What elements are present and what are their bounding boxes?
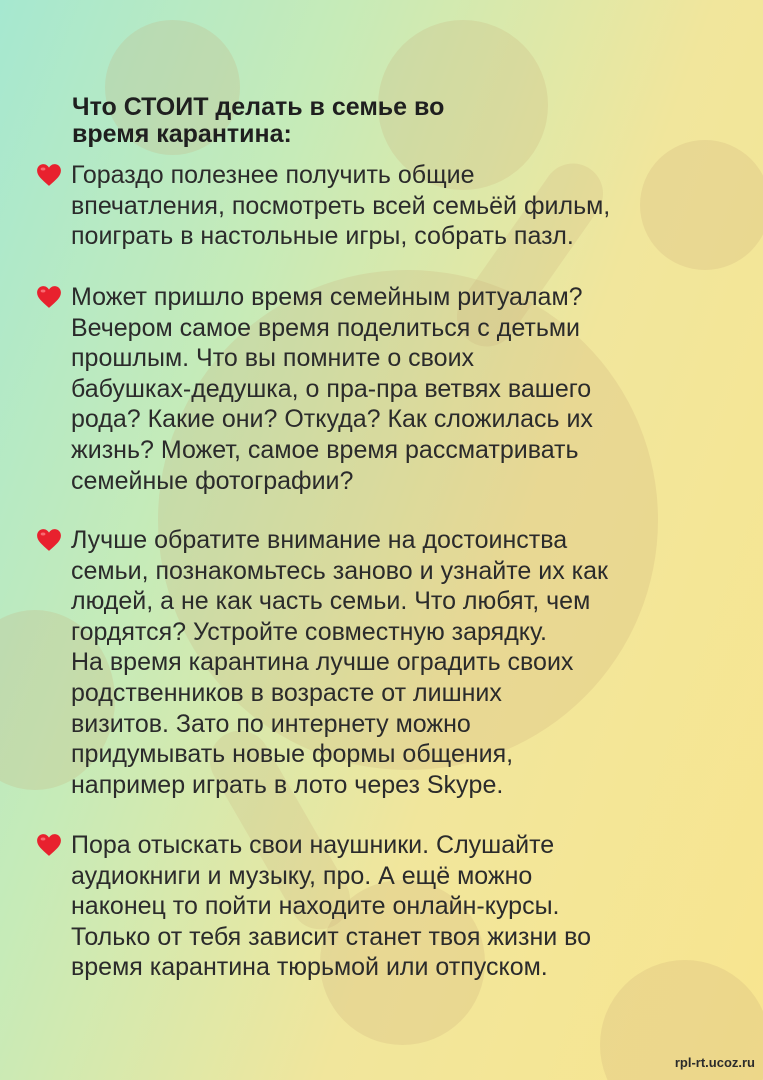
item-text: Может пришло время семейным ритуалам? Вечером самое время поделиться с детьми прошлым. Что вы помните о своих бабушках-дедушка, о пра-пра ветвях вашего рода? Какие они? Откуда? Как сложилась их жизнь? Может, самое время рассматривать семейные фотографии? [71,283,593,495]
item-text: Гораздо полезнее получить общие впечатления, посмотреть всей семьёй фильм, поиграть в настольные игры, собрать пазл. [71,161,611,251]
heart-icon [36,284,62,310]
item-text: Лучше обратите внимание на достоинства семьи, познакомьтесь заново и узнайте их как людей, а не как часть семьи. Что любят, чем гордятся? Устройте совместную зарядку. На время карантина лучше оградить своих родственников в возрасте от лишних визитов. Зато по интернету можно придумывать новые формы общения, например играть в лото через Skype. [71,526,608,799]
heart-icon [36,832,62,858]
footer-url: rpl-rt.ucoz.ru [674,1055,755,1070]
heart-icon [36,162,62,188]
heart-icon [36,527,62,553]
item-text: Пора отыскать свои наушники. Слушайте аудиокниги и музыку, про. А ещё можно наконец то пойти находите онлайн-курсы. Только от тебя зависит станет твоя жизни во время карантина тюрьмой или отпуском. [71,831,592,982]
page-title: Что СТОИТ делать в семье во время карантина: [72,93,445,148]
